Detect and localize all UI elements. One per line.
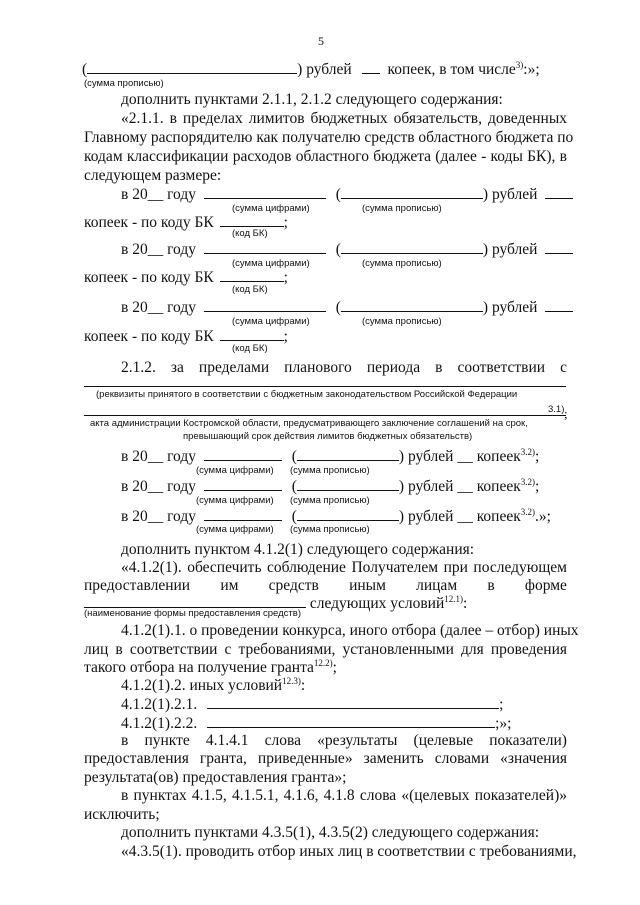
word: предоставлении: [84, 577, 191, 594]
end: ;»;: [495, 715, 512, 732]
requisites-rule-2: [84, 415, 566, 416]
caption-words: (сумма прописью): [290, 524, 370, 535]
kop-blank: [362, 60, 380, 74]
amount-line-1: [82, 60, 540, 79]
semi: ;: [283, 328, 288, 345]
caption-form: (наименование формы предоставления средств): [84, 608, 301, 619]
word: «результаты: [317, 732, 398, 749]
word: иным: [349, 577, 386, 594]
caption-bk: (код БК): [232, 343, 268, 354]
year-kop-row-2: [121, 477, 539, 496]
rub-label: ) рублей: [297, 61, 352, 78]
footnote-ref: 3.2): [520, 506, 536, 517]
rub-kop-label: ) рублей __ копеек: [398, 508, 521, 525]
amount-words-blank: [87, 60, 297, 74]
rub-label: ) рублей: [482, 186, 538, 203]
p4121-line-b: [84, 577, 567, 595]
kop-blank: [545, 298, 573, 312]
word: 2.1.2.: [121, 359, 156, 376]
requisites-semi: ;: [564, 406, 568, 421]
year-label: в 20__ году: [121, 241, 196, 258]
open-paren: (: [82, 61, 88, 78]
word: планового: [284, 359, 352, 376]
caption-digits: (сумма цифрами): [232, 203, 310, 214]
semi: ;: [283, 269, 288, 286]
word: в: [121, 732, 129, 749]
colon: :: [463, 595, 468, 612]
p211-line-d: следующем размере:: [84, 167, 222, 184]
text: такого отбора на получение гранта: [84, 659, 314, 676]
rub-label: ) рублей: [482, 241, 538, 258]
colon: :: [300, 677, 306, 694]
open-paren: (: [335, 299, 341, 316]
requisites-rule-1: [84, 386, 566, 387]
digits-blank: [204, 298, 326, 312]
final-end: .»;: [535, 508, 551, 525]
p414-line-b: предоставления гранта, приведенные» заменить словами «значения: [84, 750, 567, 767]
caption-words: (сумма прописью): [362, 316, 442, 327]
caption-digits: (сумма цифрами): [196, 524, 274, 535]
kop-blank: [545, 240, 573, 254]
word: в: [435, 359, 443, 376]
words-blank: [297, 477, 399, 491]
rub-kop-label: ) рублей __ копеек: [398, 448, 521, 465]
words-blank: [297, 507, 399, 521]
digits-blank: [204, 507, 282, 521]
condition-blank: [207, 714, 495, 728]
p41211-line-b: лиц в соответствии с требованиями, установленными для проведения: [84, 641, 567, 658]
digits-blank: [204, 477, 282, 491]
p211-line-c: кодам классификации расходов областного бюджета (далее - коды БК), в: [84, 148, 567, 165]
semi: ;: [535, 448, 540, 465]
semi: ;: [535, 478, 540, 495]
open-paren: (: [335, 186, 341, 203]
year-label: в 20__ году: [121, 478, 196, 495]
add-2-1-1: дополнить пунктами 2.1.1, 2.1.2 следующего содержания:: [121, 91, 503, 108]
rub-label: ) рублей: [482, 299, 538, 316]
p414-line-a: [121, 732, 567, 750]
word: периода: [366, 359, 421, 376]
semi: ;: [332, 659, 337, 676]
word: пункте: [144, 732, 190, 749]
condition-blank: [207, 695, 499, 709]
p211-line-a: «2.1.1. в пределах лимитов бюджетных обязательств, доведенных: [121, 110, 567, 127]
semi: ;: [499, 696, 504, 713]
kop-label: копеек, в том числе: [387, 61, 516, 78]
footnote-ref: 3.1): [548, 404, 565, 415]
kop-bk-label: копеек - по коду БК: [84, 269, 214, 286]
item-number: 4.1.2(1).2.2.: [121, 715, 198, 732]
p4121-line-a: «4.1.2(1). обеспечить соблюдение Получателем при последующем: [121, 559, 567, 576]
kop-bk-label: копеек - по коду БК: [84, 214, 214, 231]
open-paren: (: [291, 508, 297, 525]
p412122-line: [121, 714, 511, 733]
add-4-1-2-1: дополнить пунктом 4.1.2(1) следующего содержания:: [121, 541, 475, 558]
p211-line-b: Главному распорядителю как получателю средств областного бюджета по: [84, 129, 574, 146]
words-blank: [341, 298, 483, 312]
caption-bk: (код БК): [232, 228, 268, 239]
word: с: [560, 359, 567, 376]
bk-blank: [220, 327, 284, 341]
form-blank: [84, 594, 306, 608]
p415-line-a: в пунктах 4.1.5, 4.1.5.1, 4.1.6, 4.1.8 слова «(целевых показателей)»: [121, 787, 567, 804]
word: 4.1.4.1: [205, 732, 249, 749]
page-number: 5: [318, 34, 324, 48]
word: соответствии: [457, 359, 546, 376]
p414-line-c: результата(ов) предоставления гранта»;: [84, 769, 347, 786]
year-label: в 20__ году: [121, 186, 196, 203]
p412121-line: [121, 695, 503, 714]
caption-digits: (сумма цифрами): [232, 316, 310, 327]
digits-blank: [204, 185, 326, 199]
open-paren: (: [335, 241, 341, 258]
year-row-1: [121, 185, 573, 204]
p41212-line: [121, 677, 305, 695]
p41211-line-c: [84, 659, 337, 677]
kop-bk-label: копеек - по коду БК: [84, 328, 214, 345]
words-blank: [341, 240, 483, 254]
words-blank: [297, 447, 399, 461]
word: им: [220, 577, 239, 594]
digits-blank: [204, 240, 326, 254]
caption-requisites-3: превышающий срок действия лимитов бюджетных обязательств): [183, 431, 473, 442]
words-blank: [341, 185, 483, 199]
word: показатели): [489, 732, 567, 749]
footnote-ref: 12.2): [313, 657, 333, 668]
semi: ;: [283, 214, 288, 231]
footnote-ref: 12.3): [282, 675, 301, 686]
year-label: в 20__ году: [121, 508, 196, 525]
kop-blank: [545, 185, 573, 199]
caption-requisites-2: акта администрации Костромской области, предусматривающего заключение соглашений на срок,: [90, 418, 528, 429]
footnote-ref: 3.2): [520, 446, 536, 457]
caption-sum-words: (сумма прописью): [84, 78, 164, 89]
caption-bk: (код БК): [232, 284, 268, 295]
item-number: 4.1.2(1).2.1.: [121, 696, 198, 713]
footnote-ref: 3.2): [520, 476, 536, 487]
word: форме: [524, 577, 567, 594]
open-paren: (: [291, 478, 297, 495]
caption-digits: (сумма цифрами): [196, 495, 274, 506]
word: слова: [264, 732, 302, 749]
bk-blank: [220, 268, 284, 282]
caption-requisites-1: (реквизиты принятого в соответствии с бюджетным законодательством Российской Федерации: [96, 389, 518, 400]
word: средств: [268, 577, 319, 594]
add-4-3-5: дополнить пунктами 4.3.5(1), 4.3.5(2) следующего содержания:: [121, 824, 540, 841]
caption-words: (сумма прописью): [362, 258, 442, 269]
bk-blank: [220, 213, 284, 227]
digits-blank: [204, 447, 282, 461]
open-paren: (: [291, 448, 297, 465]
word: лицам: [416, 577, 458, 594]
word: в: [487, 577, 495, 594]
year-label: в 20__ году: [121, 448, 196, 465]
p212-line: [121, 359, 567, 377]
year-label: в 20__ году: [121, 299, 196, 316]
caption-digits: (сумма цифрами): [232, 258, 310, 269]
caption-31: [548, 404, 564, 415]
caption-words: (сумма прописью): [362, 203, 442, 214]
footnote-ref: 3): [515, 59, 524, 70]
year-kop-row-1: [121, 447, 539, 466]
word: пределами: [198, 359, 270, 376]
conditions-label: следующих условий: [309, 595, 445, 612]
text: 4.1.2(1).2. иных условий: [121, 677, 283, 694]
caption-words: (сумма прописью): [290, 465, 370, 476]
year-row-2: [121, 240, 573, 259]
word: за: [170, 359, 184, 376]
p415-line-b: исключить;: [84, 806, 160, 823]
rub-kop-label: ) рублей __ копеек: [398, 478, 521, 495]
p41211-line-a: 4.1.2(1).1. о проведении конкурса, иного отбора (далее – отбор) иных: [121, 622, 579, 639]
year-row-3: [121, 298, 573, 317]
line-end: :»;: [523, 61, 540, 78]
p4351-line: «4.3.5(1). проводить отбор иных лиц в соответствии с требованиями,: [121, 843, 577, 860]
footnote-ref: 12.1): [444, 593, 464, 604]
word: (целевые: [413, 732, 474, 749]
caption-words: (сумма прописью): [290, 495, 370, 506]
caption-digits: (сумма цифрами): [196, 465, 274, 476]
